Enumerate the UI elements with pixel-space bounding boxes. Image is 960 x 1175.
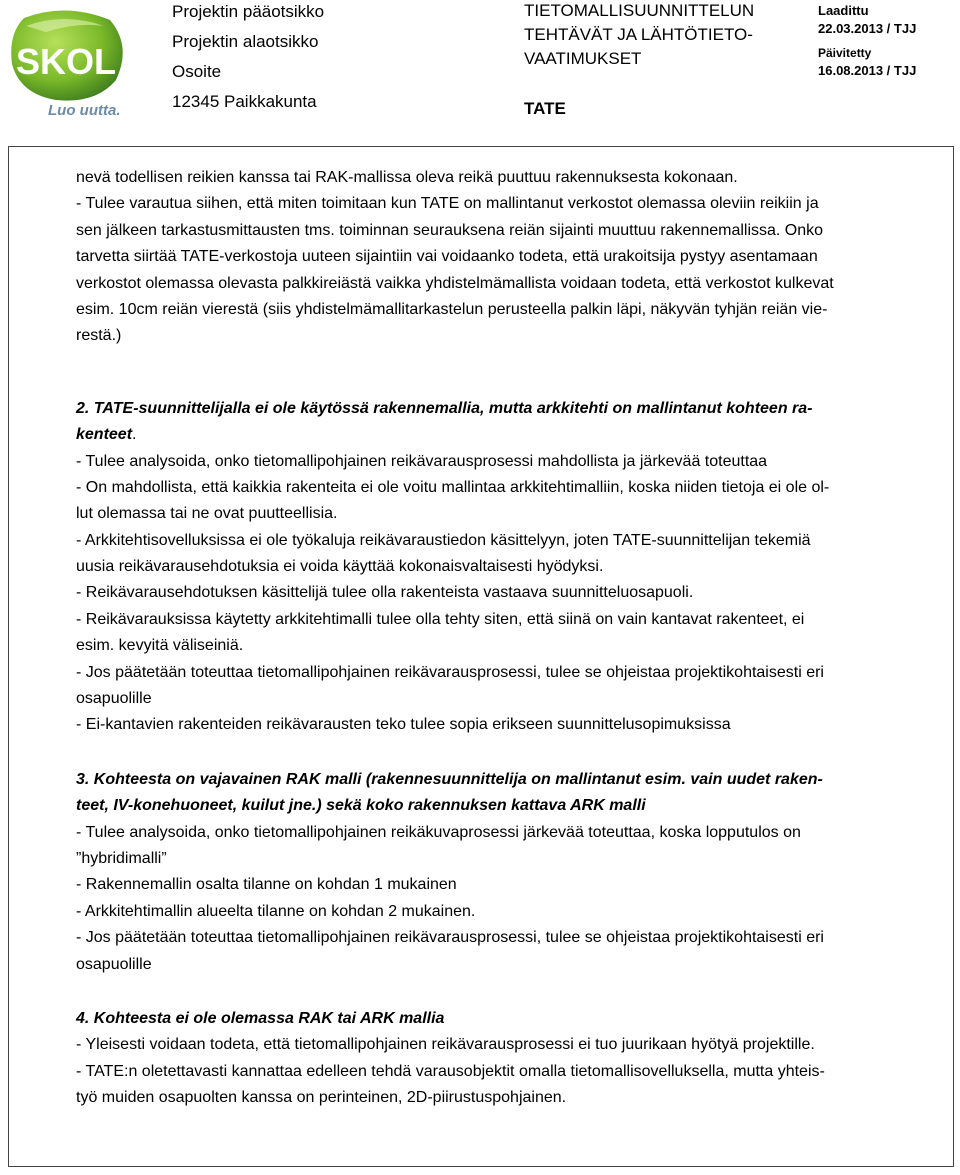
list-item: - Tulee analysoida, onko tietomallipohjainen reikävarausprosessi mahdollista ja järkevää toteuttaa	[76, 452, 768, 470]
section-2-heading: 2. TATE-suunnittelijalla ei ole käytössä rakennemallia, mutta arkkitehti on mallintanut kohteen ra-	[76, 399, 813, 417]
list-item: - Jos päätetään toteuttaa tietomallipohjainen reikävarausprosessi, tulee se ohjeistaa projektikohtaisesti eri	[76, 929, 824, 947]
list-item: osapuolille	[76, 690, 152, 708]
list-item: - Jos päätetään toteuttaa tietomallipohjainen reikävarausprosessi, tulee se ohjeistaa projektikohtaisesti eri	[76, 663, 824, 681]
paragraph-line: esim. 10cm reiän vierestä (siis yhdistelmämallitarkastelun perusteella palkin läpi, näkyvän tyhjän reiän vie-	[76, 300, 828, 318]
list-item: - TATE:n oletettavasti kannattaa edelleen tehdä varausobjektit omalla tietomallisovelluksella, mutta yhteis-	[76, 1062, 825, 1080]
list-item: työ muiden osapuolten kanssa on perinteinen, 2D-piirustuspohjainen.	[76, 1089, 567, 1107]
document-title-block	[524, 0, 754, 124]
list-item: - Rakennemallin osalta tilanne on kohdan 1 mukainen	[76, 876, 457, 894]
section-2-heading-cont: kenteet	[76, 426, 133, 444]
list-item: - Reikävarausehdotuksen käsittelijä tulee olla rakenteista vastaava suunnitteluosapuoli.	[76, 584, 694, 602]
doc-title-line3: VAATIMUKSET	[524, 49, 642, 68]
skol-logo	[6, 6, 132, 116]
project-address: Osoite	[172, 62, 222, 81]
list-item: - Arkkitehtisovelluksissa ei ole työkaluja reikävaraustiedon käsittelyyn, joten TATE-suunnittelijan tekemiä	[76, 531, 811, 549]
doc-title-line2: TEHTÄVÄT JA LÄHTÖTIETO-	[524, 25, 753, 44]
paragraph-line: nevä todellisen reikien kanssa tai RAK-mallissa oleva reikä puuttuu rakennuksesta kokonaan.	[76, 169, 738, 186]
paragraph-line: verkostot olemassa olevasta palkkireiästä vaikka yhdistelmämallista voidaan todeta, että verkostot kulkevat	[76, 274, 834, 292]
paragraph-line: sen jälkeen tarkastusmittausten tms. toiminnan seurauksena reiän sijainti muuttuu rakennemallissa. Onko	[76, 221, 824, 239]
list-item: - Reikävarauksissa käytetty arkkitehtimalli tulee olla tehty siten, että siinä on vain kantavat rakenteet, ei	[76, 610, 805, 628]
doc-code: TATE	[524, 99, 566, 118]
list-item: uusia reikävarausehdotuksia ei voida käyttää kokonaisvaltaisesti hyödyksi.	[76, 558, 604, 576]
list-item: - Yleisesti voidaan todeta, että tietomallipohjainen reikävarausprosessi ei tuo juurikaan hyötyä projektille.	[76, 1036, 815, 1054]
list-item: - Ei-kantavien rakenteiden reikävarausten teko tulee sopia erikseen suunnittelusopimuksissa	[76, 716, 731, 734]
section-3-heading: 3. Kohteesta on vajavainen RAK malli (rakennesuunnittelija on mallintanut esim. vain uudet raken-	[76, 770, 823, 788]
doc-title-line1: TIETOMALLISUUNNITTELUN	[524, 1, 755, 20]
document-header	[0, 0, 960, 140]
created-date: 22.03.2013 / TJJ	[818, 21, 917, 36]
document-body	[76, 165, 942, 1112]
section-4-heading: 4. Kohteesta ei ole olemassa RAK tai ARK mallia	[76, 1009, 445, 1027]
project-main-title: Projektin pääotsikko	[172, 2, 325, 21]
document-dates	[818, 0, 916, 80]
paragraph-line: restä.)	[76, 327, 122, 345]
list-item: lut olemassa tai ne ovat puutteellisia.	[76, 505, 338, 523]
list-item: - Tulee analysoida, onko tietomallipohjainen reikäkuvaprosessi järkevää toteuttaa, koska lopputulos on	[76, 823, 801, 841]
paragraph-line: - Tulee varautua siihen, että miten toimitaan kun TATE on mallintanut verkostot olemassa oleviin reikiin ja	[76, 195, 819, 213]
project-info	[172, 0, 324, 117]
list-item: - On mahdollista, että kaikkia rakenteita ei ole voitu mallintaa arkkitehtimalliin, koska niiden tietoja ei ole ol-	[76, 478, 830, 496]
list-item: osapuolille	[76, 955, 152, 973]
logo-slogan: Luo uutta.	[48, 102, 121, 119]
section-2-heading-period: .	[132, 426, 137, 444]
section-3-heading-cont: teet, IV-konehuoneet, kuilut jne.) sekä koko rakennuksen kattava ARK malli	[76, 797, 646, 815]
created-label: Laadittu	[818, 3, 869, 18]
updated-date: 16.08.2013 / TJJ	[818, 63, 917, 78]
project-subtitle: Projektin alaotsikko	[172, 32, 319, 51]
svg-text:SKOL: SKOL	[15, 41, 117, 82]
list-item: - Arkkitehtimallin alueelta tilanne on kohdan 2 mukainen.	[76, 902, 476, 920]
list-item: ”hybridimalli”	[76, 849, 167, 867]
project-postal-city: 12345 Paikkakunta	[172, 92, 317, 111]
list-item: esim. kevyitä väliseiniä.	[76, 637, 244, 655]
updated-label: Päivitetty	[818, 46, 872, 60]
paragraph-line: tarvetta siirtää TATE-verkostoja uuteen sijaintiin vai voidaanko todeta, että urakoitsija pystyy asentamaan	[76, 248, 818, 266]
